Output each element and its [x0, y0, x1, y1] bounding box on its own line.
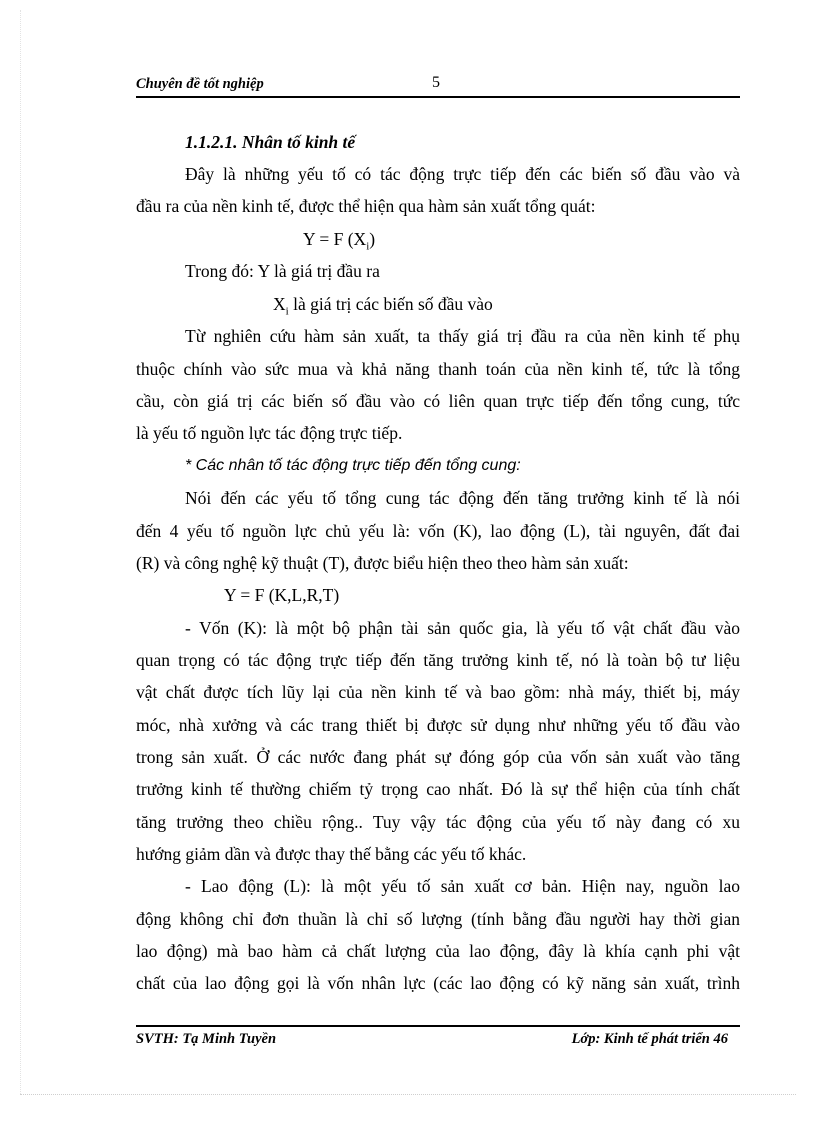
paragraph-line: - Lao động (L): là một yếu tố sản xuất cơ bản. Hiện nay, nguồn lao — [185, 876, 740, 896]
definition-line — [273, 294, 493, 318]
paragraph-line: tăng trưởng theo chiều rộng.. Tuy vậy tác động của yếu tố này đang có xu — [136, 812, 740, 832]
formula-subscript: i — [366, 240, 370, 253]
definition-text: là giá trị các biến số đầu vào — [288, 294, 493, 314]
paragraph-line: đầu ra của nền kinh tế, được thể hiện qua hàm sản xuất tổng quát: — [136, 196, 596, 216]
definition-line: Trong đó: Y là giá trị đầu ra — [185, 261, 380, 281]
paragraph-line: đến 4 yếu tố nguồn lực chủ yếu là: vốn (K), lao động (L), tài nguyên, đất đai — [136, 521, 740, 541]
formula-production-function — [303, 229, 375, 253]
footer-class: Lớp: Kinh tế phát triển 46 — [571, 1031, 728, 1047]
paragraph-line: thuộc chính vào sức mua và khả năng thanh toán của nền kinh tế, tức là tổng — [136, 359, 740, 379]
paragraph-line: cầu, còn giá trị các biến số đầu vào có liên quan trực tiếp đến tổng cung, tức — [136, 391, 740, 411]
page-edge — [20, 10, 21, 1094]
variable-x: X — [273, 294, 286, 314]
formula-close: ) — [369, 229, 376, 249]
paragraph-line: Nói đến các yếu tố tổng cung tác động đến tăng trưởng kinh tế là nói — [185, 488, 740, 508]
page-header — [136, 76, 740, 96]
paragraph-line: quan trọng có tác động trực tiếp đến tăng trưởng kinh tế, nó là toàn bộ tư liệu — [136, 650, 740, 670]
paragraph-line: trưởng kinh tế thường chiếm tỷ trọng cao nhất. Đó là sự thể hiện của tính chất — [136, 779, 740, 799]
footer-student: SVTH: Tạ Minh Tuyền — [136, 1031, 277, 1047]
formula-factors: Y = F (K,L,R,T) — [224, 585, 340, 605]
paragraph-line: - Vốn (K): là một bộ phận tài sản quốc gia, là yếu tố vật chất đầu vào — [185, 618, 740, 638]
page-number: 5 — [432, 74, 440, 91]
paragraph-line: lao động) mà bao hàm cả chất lượng của lao động, đây là khía cạnh phi vật — [136, 941, 740, 961]
section-heading: 1.1.2.1. Nhân tố kinh tế — [185, 132, 356, 152]
header-rule — [136, 96, 740, 98]
paragraph-line: trong sản xuất. Ở các nước đang phát sự đóng góp của vốn sản xuất vào tăng — [136, 747, 740, 767]
page-bottom-edge — [20, 1094, 796, 1095]
paragraph-line: chất của lao động gọi là vốn nhân lực (các lao động có kỹ năng sản xuất, trình — [136, 973, 740, 993]
paragraph-line: động không chỉ đơn thuần là chỉ số lượng (tính bằng đầu người hay thời gian — [136, 909, 740, 929]
paragraph-line: là yếu tố nguồn lực tác động trực tiếp. — [136, 423, 403, 443]
paragraph-line: hướng giảm dần và được thay thế bằng các yếu tố khác. — [136, 844, 527, 864]
paragraph-line: Đây là những yếu tố có tác động trực tiếp đến các biến số đầu vào và — [185, 164, 740, 184]
formula-main: Y = F (X — [303, 229, 367, 249]
paragraph-line: Từ nghiên cứu hàm sản xuất, ta thấy giá trị đầu ra của nền kinh tế phụ — [185, 326, 740, 346]
paragraph-line: vật chất được tích lũy lại của nền kinh tế và bao gồm: nhà máy, thiết bị, máy — [136, 682, 740, 702]
sub-heading: * Các nhân tố tác động trực tiếp đến tổng cung: — [185, 457, 521, 474]
paragraph-line: móc, nhà xưởng và các trang thiết bị được sử dụng như những yếu tố đầu vào — [136, 715, 740, 735]
paragraph-line: (R) và công nghệ kỹ thuật (T), được biểu hiện theo theo hàm sản xuất: — [136, 553, 629, 573]
document-title: Chuyên đề tốt nghiệp — [136, 76, 264, 92]
footer-rule — [136, 1025, 740, 1027]
variable-subscript: i — [285, 305, 289, 318]
